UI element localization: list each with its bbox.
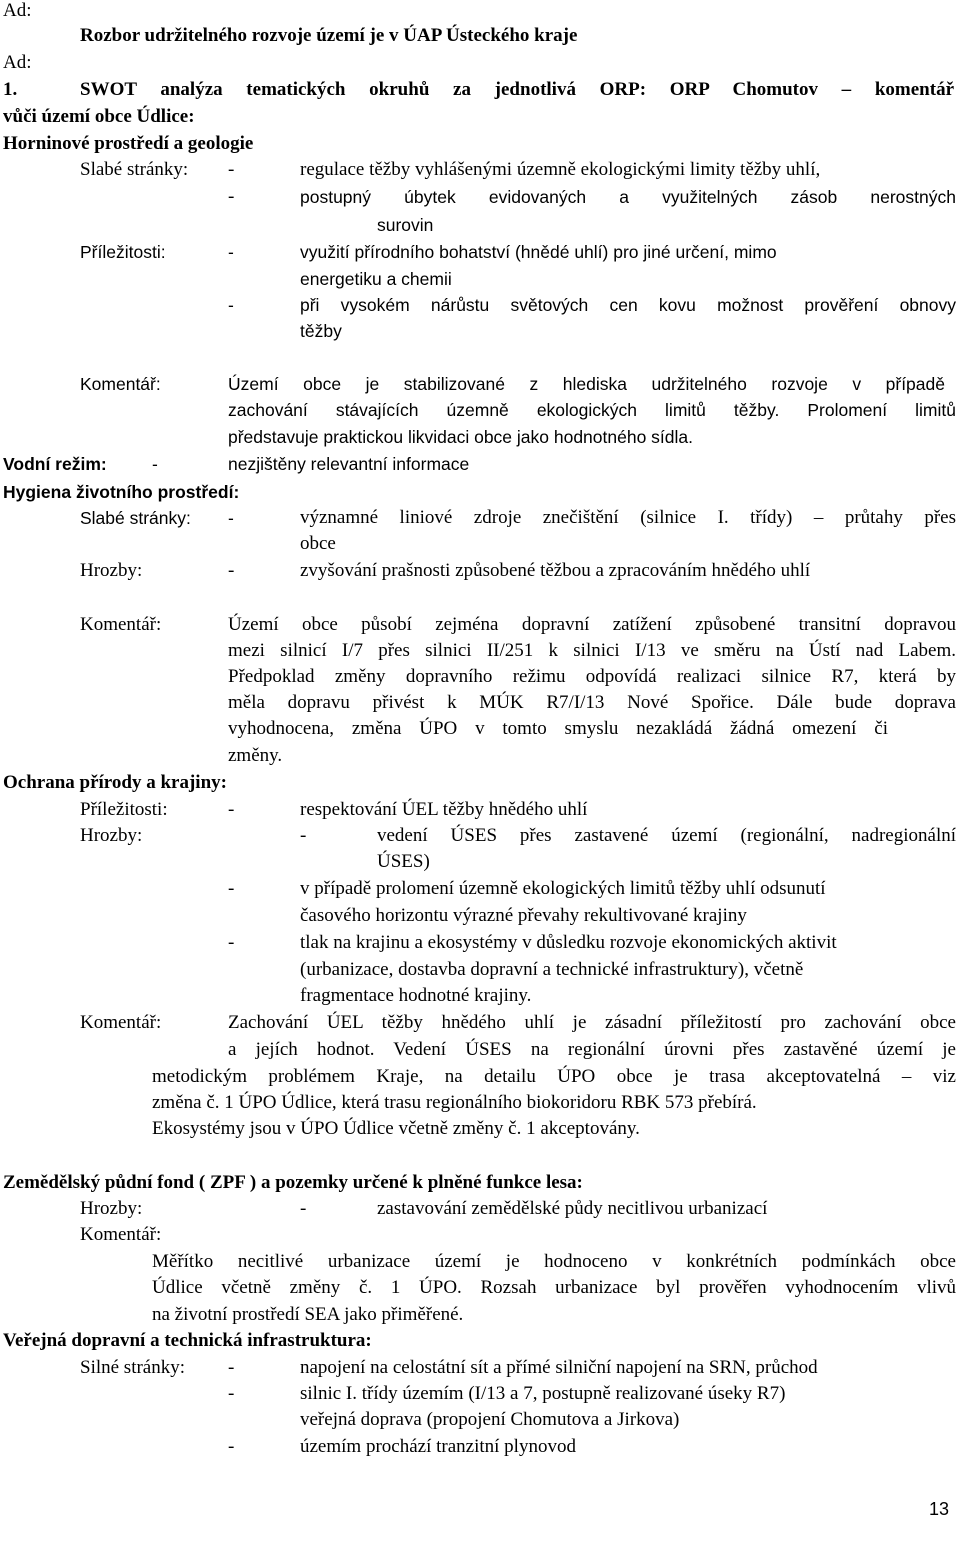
comment-text: zachování stávajících územně ekologických limitů těžby. Prolomení limitů <box>228 400 956 420</box>
weak-item: regulace těžby vyhlášenými územně ekologickými limity těžby uhlí, <box>300 159 821 180</box>
threats-label: Hrozby: <box>80 560 143 581</box>
section-heading-vodni: Vodní režim: <box>3 454 107 474</box>
bullet-dash: - <box>228 159 235 180</box>
opportunity-item-cont: těžby <box>300 321 342 341</box>
comment-text: měla dopravu přivést k MÚK R7/I/13 Nové Spořice. Dále bude doprava <box>228 692 956 713</box>
bullet-dash: - <box>228 242 234 262</box>
bullet-dash: - <box>228 1383 235 1404</box>
bullet-dash: - <box>152 454 158 474</box>
opportunity-item: využití přírodního bohatství (hnědé uhlí) pro jiné určení, mimo <box>300 242 777 262</box>
bullet-dash: - <box>228 1357 235 1378</box>
comment-text: Měřítko necitlivé urbanizace území je hodnoceno v konkrétních podmínkách obce <box>152 1251 956 1272</box>
opportunity-item: respektování ÚEL těžby hnědého uhlí <box>300 799 588 820</box>
weak-item: významné liniové zdroje znečištění (silnice I. třídy) – průtahy přes <box>300 507 956 528</box>
comment-text: Údlice včetně změny č. 1 ÚPO. Rozsah urbanizace byl prověřen vyhodnocením vlivů <box>152 1277 956 1298</box>
comment-text: metodickým problémem Kraje, na detailu ÚPO obce je trasa akceptovatelná – viz <box>152 1066 956 1087</box>
opportunity-item: při vysokém nárůstu světových cen kovu možnost prověření obnovy <box>300 295 956 315</box>
bullet-dash: - <box>228 508 234 528</box>
bullet-dash: - <box>228 878 235 899</box>
threats-label: Hrozby: <box>80 825 143 846</box>
opportunities-label: Příležitosti: <box>80 242 166 262</box>
swot-heading: SWOT analýza tematických okruhů za jednotlivá ORP: ORP Chomutov – komentář <box>80 79 954 100</box>
bullet-dash: - <box>228 560 235 581</box>
comment-text: Ekosystémy jsou v ÚPO Údlice včetně změny č. 1 akceptovány. <box>152 1118 640 1139</box>
vodni-text: nezjištěny relevantní informace <box>228 454 470 474</box>
strength-item-cont: veřejná doprava (propojení Chomutova a Jirkova) <box>300 1409 680 1430</box>
comment-label: Komentář: <box>80 374 161 394</box>
strengths-label: Silné stránky: <box>80 1357 186 1378</box>
section-heading-priroda: Ochrana přírody a krajiny: <box>3 772 227 793</box>
item-number: 1. <box>3 79 18 100</box>
bullet-dash: - <box>228 186 235 207</box>
strength-item: silnic I. třídy územím (I/13 a 7, postupně realizované úseky R7) <box>300 1383 786 1404</box>
threat-item: zastavování zemědělské půdy necitlivou urbanizací <box>377 1198 768 1219</box>
comment-text: Území obce je stabilizované z hlediska udržitelného rozvoje v případě <box>228 374 945 394</box>
threats-label: Hrozby: <box>80 1198 143 1219</box>
swot-heading-cont: vůči území obce Údlice: <box>3 106 195 127</box>
section-heading-hygiena: Hygiena životního prostředí: <box>3 482 240 502</box>
comment-text: na životní prostředí SEA jako přiměřené. <box>152 1304 464 1325</box>
bullet-dash: - <box>300 1198 307 1219</box>
comment-label: Komentář: <box>80 1224 162 1245</box>
threat-item: v případě prolomení územně ekologických limitů těžby uhlí odsunutí <box>300 878 826 899</box>
comment-label: Komentář: <box>80 614 162 635</box>
weak-item-cont: obce <box>300 533 336 554</box>
comment-text: Území obce působí zejména dopravní zatížení způsobené transitní dopravou <box>228 614 956 635</box>
section-heading-geologie: Horninové prostředí a geologie <box>3 133 254 154</box>
comment-text: a jejích hodnot. Vedení ÚSES na regionální úrovni přes zastavěné území je <box>228 1039 956 1060</box>
weak-item: postupný úbytek evidovaných a využitelných zásob nerostných <box>300 187 956 207</box>
threat-item: tlak na krajinu a ekosystémy v důsledku rozvoje ekonomických aktivit <box>300 932 837 953</box>
weak-label: Slabé stránky: <box>80 159 189 180</box>
threat-item: zvyšování prašnosti způsobené těžbou a zpracováním hnědého uhlí <box>300 560 811 581</box>
comment-text: představuje praktickou likvidaci obce jako hodnotného sídla. <box>228 427 694 447</box>
section-heading-doprava: Veřejná dopravní a technická infrastruktura: <box>3 1330 372 1351</box>
ad-label: Ad: <box>3 52 32 73</box>
threat-item-cont: ÚSES) <box>377 851 430 872</box>
opportunity-item-cont: energetiku a chemii <box>300 269 452 289</box>
comment-text: změna č. 1 ÚPO Údlice, která trasu regionálního biokoridoru RBK 573 přebírá. <box>152 1092 757 1113</box>
bullet-dash: - <box>228 1436 235 1457</box>
bullet-dash: - <box>228 799 235 820</box>
page-number: 13 <box>929 1499 950 1519</box>
threat-item-cont: fragmentace hodnotné krajiny. <box>300 985 532 1006</box>
threat-item-cont: časového horizontu výrazné převahy rekultivované krajiny <box>300 905 747 926</box>
section-heading-zpf: Zemědělský půdní fond ( ZPF ) a pozemky určené k plněné funkce lesa: <box>3 1172 583 1193</box>
opportunities-label: Příležitosti: <box>80 799 168 820</box>
weak-item-cont: surovin <box>377 215 434 235</box>
bullet-dash: - <box>228 932 235 953</box>
weak-label: Slabé stránky: <box>80 508 191 528</box>
bullet-dash: - <box>228 295 234 315</box>
comment-label: Komentář: <box>80 1012 162 1033</box>
threat-item: vedení ÚSES přes zastavené území (regionální, nadregionální <box>377 825 956 846</box>
strength-item: územím prochází tranzitní plynovod <box>300 1436 576 1457</box>
comment-text: vyhodnocena, změna ÚPO v tomto smyslu nezakládá žádná omezení či <box>228 718 888 739</box>
ad-label: Ad: <box>3 0 32 21</box>
bullet-dash: - <box>300 825 307 846</box>
document-title: Rozbor udržitelného rozvoje území je v ÚAP Ústeckého kraje <box>80 25 578 46</box>
strength-item: napojení na celostátní sít a přímé silniční napojení na SRN, průchod <box>300 1357 818 1378</box>
comment-text: změny. <box>228 745 283 766</box>
threat-item-cont: (urbanizace, dostavba dopravní a technické infrastruktury), včetně <box>300 959 804 980</box>
comment-text: mezi silnicí I/7 přes silnici II/251 k silnici I/13 ve směru na Ústí nad Labem. <box>228 640 956 661</box>
comment-text: Předpoklad změny dopravního režimu odpovídá realizaci silnice R7, která by <box>228 666 956 687</box>
comment-text: Zachování ÚEL těžby hnědého uhlí je zásadní příležitostí pro zachování obce <box>228 1012 956 1033</box>
